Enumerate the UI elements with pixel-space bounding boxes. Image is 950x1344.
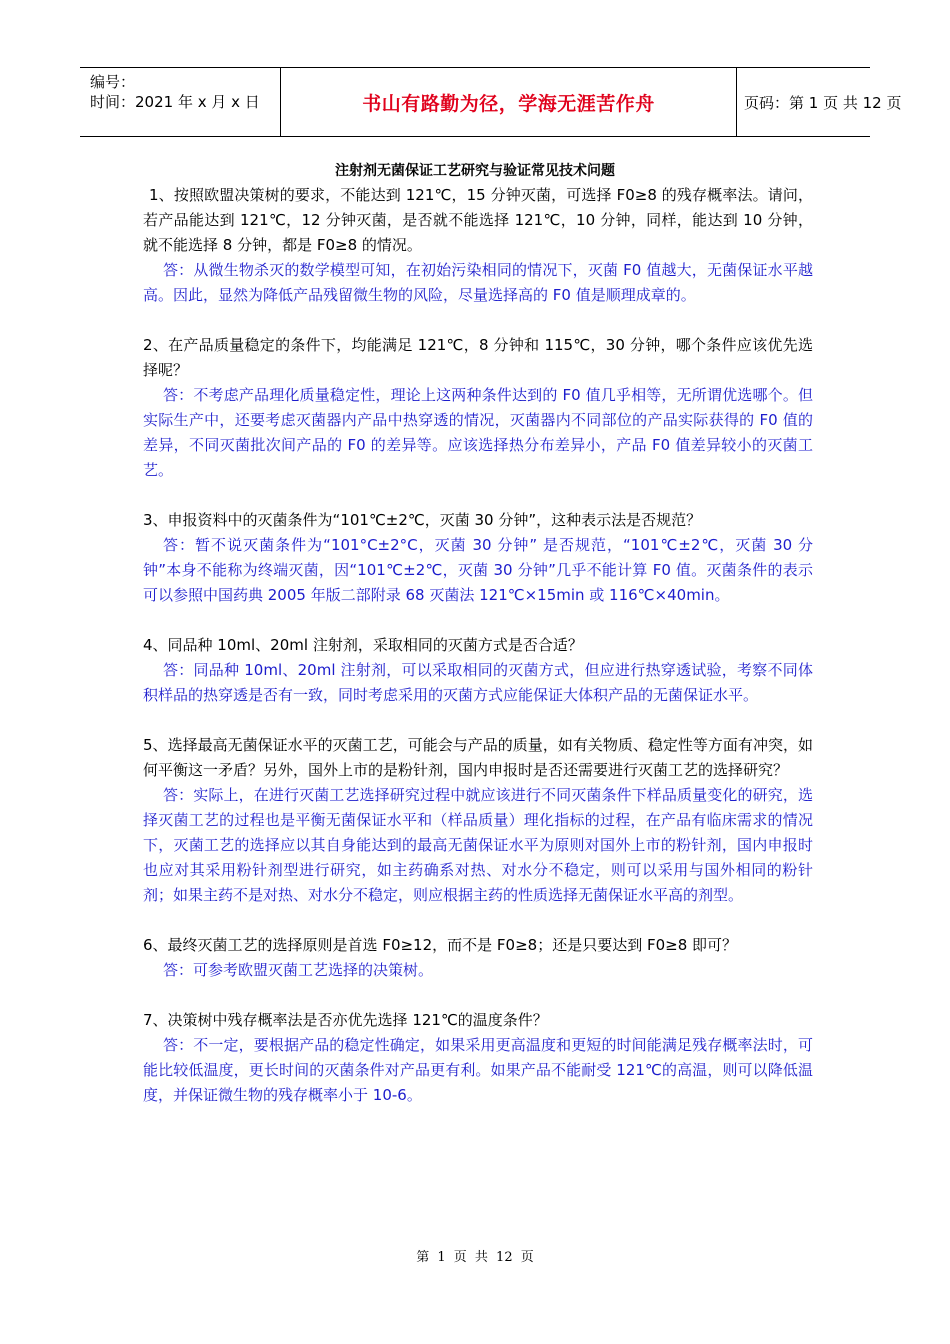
code-label: 编号： [90, 73, 136, 91]
question-5: 5、选择最高无菌保证水平的灭菌工艺，可能会与产品的质量，如有关物质、稳定性等方面有冲突，如何平衡这一矛盾？另外，国外上市的是粉针剂，国内申报时是否还需要进行灭菌工艺的选择研究？ [143, 736, 813, 779]
page-footer: 第 1 页 共 12 页 [416, 1250, 534, 1265]
document-body [143, 183, 813, 1108]
motto-text: 书山有路勤为径，学海无涯苦作舟 [362, 92, 655, 115]
header-motto [280, 68, 737, 136]
answer-5: 答：实际上，在进行灭菌工艺选择研究过程中就应该进行不同灭菌条件下样品质量变化的研究，选择灭菌工艺的过程也是平衡无菌保证水平和（样品质量）理化指标的过程，在产品有临床需求的情况下，灭菌工艺的选择应以其自身能达到的最高无菌保证水平为原则对国外上市的粉针剂，国内申报时也应对其采用粉针剂型进行研究，如主药确系对热、对水分不稳定，则可以采用与国外相同的粉针剂；如果主药不是对热、对水分不稳定，则应根据主药的性质选择无菌保证水平高的剂型。 [143, 786, 813, 904]
question-3: 3、申报资料中的灭菌条件为“101℃±2℃，灭菌 30 分钟”，这种表示法是否规范？ [143, 511, 702, 529]
page-number-label: 页码：第 1 页 共 12 页 [744, 93, 902, 112]
page-header [80, 67, 902, 137]
answer-7: 答：不一定，要根据产品的稳定性确定，如果采用更高温度和更短的时间能满足残存概率法时，可能比较低温度，更长时间的灭菌条件对产品更有利。如果产品不能耐受 121℃的高温，则可以降低温度，并保证微生物的残存概率小于 10-6。 [143, 1036, 813, 1104]
question-1: 1、按照欧盟决策树的要求，不能达到 121℃，15 分钟灭菌，可选择 F0≥8 的残存概率法。请问，若产品能达到 121℃，12 分钟灭菌，是否就不能选择 121℃，10 分钟，同样，能达到 10 分钟，就不能选择 8 分钟，都是 F0≥8 的情况。 [143, 186, 813, 254]
time-label: 时间：2021 年 x 月 x 日 [90, 93, 260, 111]
header-info [80, 68, 280, 136]
question-6: 6、最终灭菌工艺的选择原则是首选 F0≥12，而不是 F0≥8；还是只要达到 F0≥8 即可？ [143, 936, 738, 954]
answer-3: 答：暂不说灭菌条件为“101°C±2°C，灭菌 30 分钟” 是否规范，“101℃±2℃，灭菌 30 分钟”本身不能称为终端灭菌，因“101℃±2℃，灭菌 30 分钟”几乎不能计算 F0 值。灭菌条件的表示可以参照中国药典 2005 年版二部附录 68 灭菌法 121℃×15min 或 116℃×40min。 [143, 536, 813, 604]
answer-4: 答：同品种 10ml、20ml 注射剂，可以采取相同的灭菌方式，但应进行热穿透试验，考察不同体积样品的热穿透是否有一致，同时考虑采用的灭菌方式应能保证大体积产品的无菌保证水平。 [143, 661, 813, 704]
question-2: 2、在产品质量稳定的条件下，均能满足 121℃，8 分钟和 115℃，30 分钟，哪个条件应该优先选择呢？ [143, 336, 813, 379]
answer-1: 答：从微生物杀灭的数学模型可知，在初始污染相同的情况下，灭菌 F0 值越大，无菌保证水平越高。因此，显然为降低产品残留微生物的风险，尽量选择高的 F0 值是顺理成章的。 [143, 261, 813, 304]
answer-2: 答：不考虑产品理化质量稳定性，理论上这两种条件达到的 F0 值几乎相等，无所谓优选哪个。但实际生产中，还要考虑灭菌器内产品中热穿透的情况，灭菌器内不同部位的产品实际获得的 F0 值的差异，不同灭菌批次间产品的 F0 的差异等。应该选择热分布差异小，产品 F0 值差异较小的灭菌工艺。 [143, 386, 813, 479]
question-4: 4、同品种 10ml、20ml 注射剂，采取相同的灭菌方式是否合适？ [143, 636, 583, 654]
question-7: 7、决策树中残存概率法是否亦优先选择 121℃的温度条件？ [143, 1011, 548, 1029]
answer-6: 答：可参考欧盟灭菌工艺选择的决策树。 [163, 961, 434, 979]
document-title: 注射剂无菌保证工艺研究与验证常见技术问题 [335, 163, 615, 179]
